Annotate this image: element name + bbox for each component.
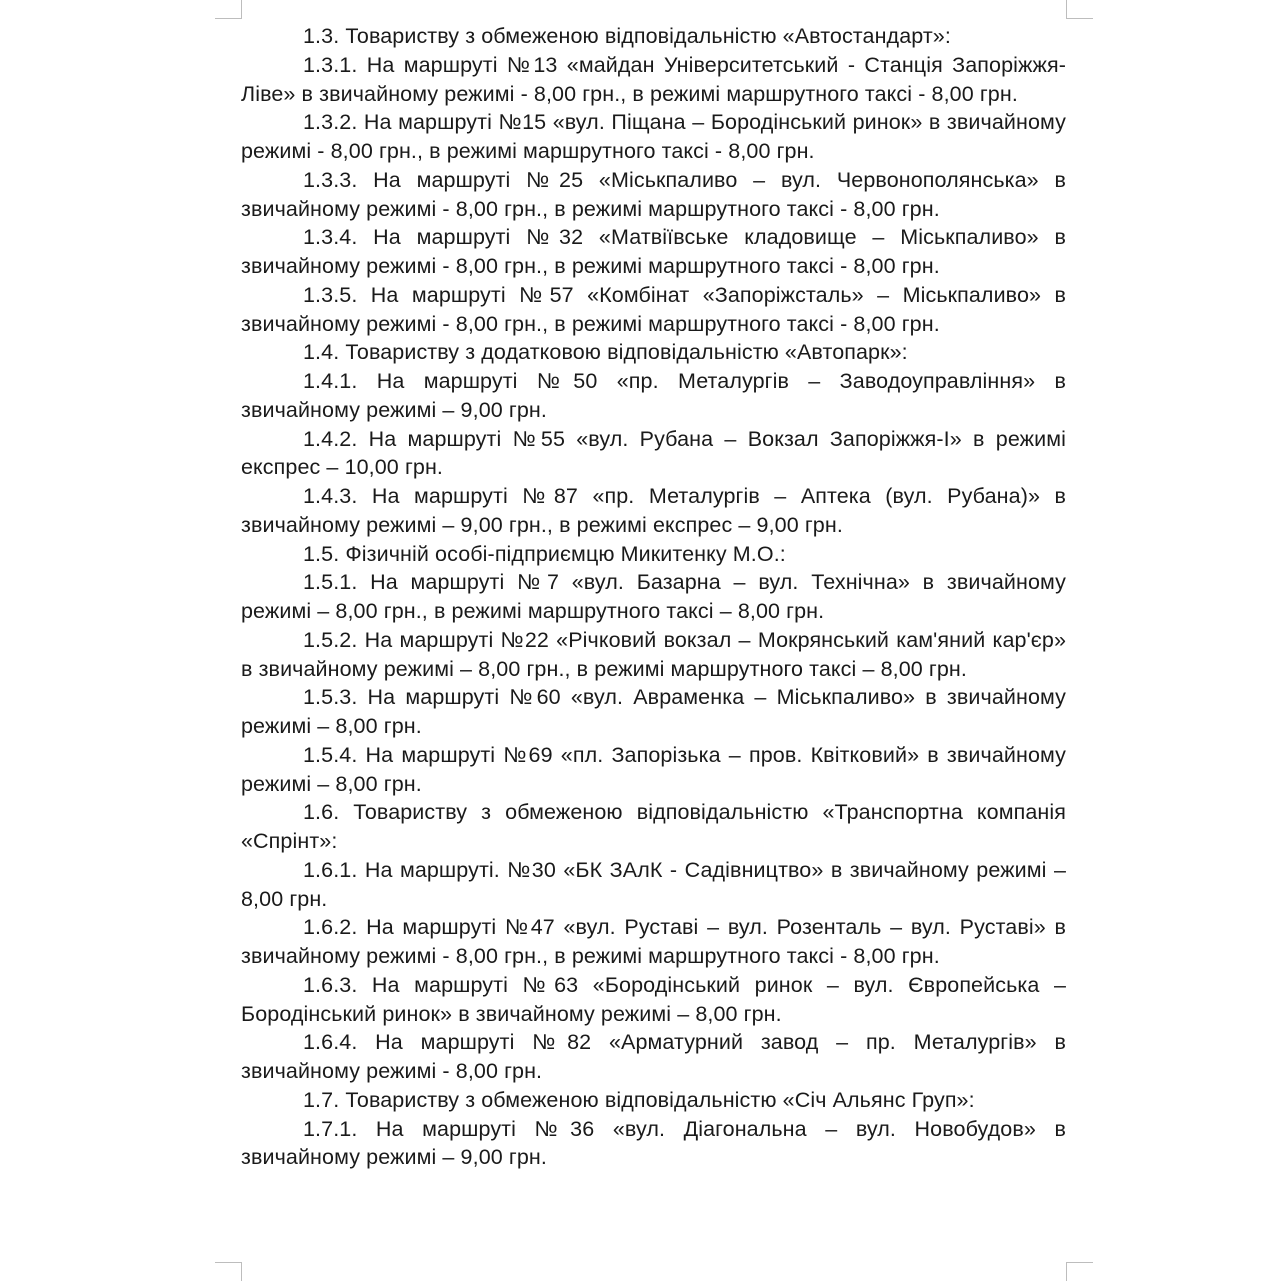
section-heading-1-7: 1.7. Товариству з обмеженою відповідальністю «Січ Альянс Груп»: (303, 1087, 975, 1112)
route-item-1-6-2: 1.6.2. На маршруті №47 «вул. Руставі – вул. Розенталь – вул. Руставі» в звичайному режимі - 8,00 грн., в режимі маршрутного таксі - 8,00 грн. (241, 915, 1066, 968)
route-item-1-5-4: 1.5.4. На маршруті №69 «пл. Запорізька – пров. Квітковий» в звичайному режимі – 8,00 грн. (241, 742, 1066, 796)
document-body (241, 22, 1066, 1172)
page-corner-mark-top-left (215, 0, 242, 19)
route-item-1-5-2: 1.5.2. На маршруті №22 «Річковий вокзал – Мокрянський кам'яний кар'єр» в звичайному режимі – 8,00 грн., в режимі маршрутного таксі – 8,00 грн. (241, 627, 1066, 681)
route-item-1-3-5: 1.3.5. На маршруті №57 «Комбінат «Запоріжсталь» – Міськпаливо» в звичайному режимі - 8,00 грн., в режимі маршрутного таксі - 8,00 грн. (241, 282, 1066, 336)
route-item-1-4-2: 1.4.2. На маршруті №55 «вул. Рубана – Вокзал Запоріжжя-І» в режимі експрес – 10,00 грн. (241, 426, 1066, 480)
route-item-1-7-1: 1.7.1. На маршруті №36 «вул. Діагональна – вул. Новобудов» в звичайному режимі – 9,00 грн. (241, 1116, 1066, 1170)
route-item-1-3-3: 1.3.3. На маршруті №25 «Міськпаливо – вул. Червонополянська» в звичайному режимі - 8,00 грн., в режимі маршрутного таксі - 8,00 грн. (241, 167, 1066, 221)
route-item-1-3-1: 1.3.1. На маршруті №13 «майдан Університетський - Станція Запоріжжя-Ліве» в звичайному режимі - 8,00 грн., в режимі маршрутного таксі - 8,00 грн. (241, 52, 1066, 106)
section-heading-1-4: 1.4. Товариству з додатковою відповідальністю «Автопарк»: (303, 340, 908, 365)
route-item-1-4-3: 1.4.3. На маршруті №87 «пр. Металургів – Аптека (вул. Рубана)» в звичайному режимі – 9,00 грн., в режимі експрес – 9,00 грн. (241, 484, 1066, 537)
route-item-1-6-4: 1.6.4. На маршруті №82 «Арматурний завод – пр. Металургів» в звичайному режимі - 8,00 грн. (241, 1030, 1066, 1083)
page-corner-mark-top-right (1066, 0, 1093, 19)
route-item-1-5-1: 1.5.1. На маршруті №7 «вул. Базарна – вул. Технічна» в звичайному режимі – 8,00 грн., в режимі маршрутного таксі – 8,00 грн. (241, 570, 1066, 623)
route-item-1-3-4: 1.3.4. На маршруті №32 «Матвіївське кладовище – Міськпаливо» в звичайному режимі - 8,00 грн., в режимі маршрутного таксі - 8,00 грн. (241, 225, 1066, 278)
section-heading-1-5: 1.5. Фізичній особі-підприємцю Микитенку М.О.: (303, 541, 786, 566)
route-item-1-6-1: 1.6.1. На маршруті. №30 «БК ЗАлК - Садівництво» в звичайному режимі – 8,00 грн. (241, 857, 1066, 911)
section-heading-1-3: 1.3. Товариству з обмеженою відповідальністю «Автостандарт»: (303, 24, 951, 48)
route-item-1-3-2: 1.3.2. На маршруті №15 «вул. Піщана – Бородінський ринок» в звичайному режимі - 8,00 грн., в режимі маршрутного таксі - 8,00 грн. (241, 110, 1066, 163)
route-item-1-5-3: 1.5.3. На маршруті №60 «вул. Авраменка – Міськпаливо» в звичайному режимі – 8,00 грн. (241, 685, 1066, 738)
page-corner-mark-bottom-right (1066, 1262, 1093, 1281)
route-item-1-4-1: 1.4.1. На маршруті №50 «пр. Металургів – Заводоуправління» в звичайному режимі – 9,00 грн. (241, 369, 1066, 422)
route-item-1-6-3: 1.6.3. На маршруті №63 «Бородінський ринок – вул. Європейська – Бородінський ринок» в звичайному режимі – 8,00 грн. (241, 972, 1066, 1026)
section-heading-1-6: 1.6. Товариству з обмеженою відповідальністю «Транспортна компанія «Спрінт»: (241, 800, 1066, 853)
page-corner-mark-bottom-left (215, 1262, 242, 1281)
